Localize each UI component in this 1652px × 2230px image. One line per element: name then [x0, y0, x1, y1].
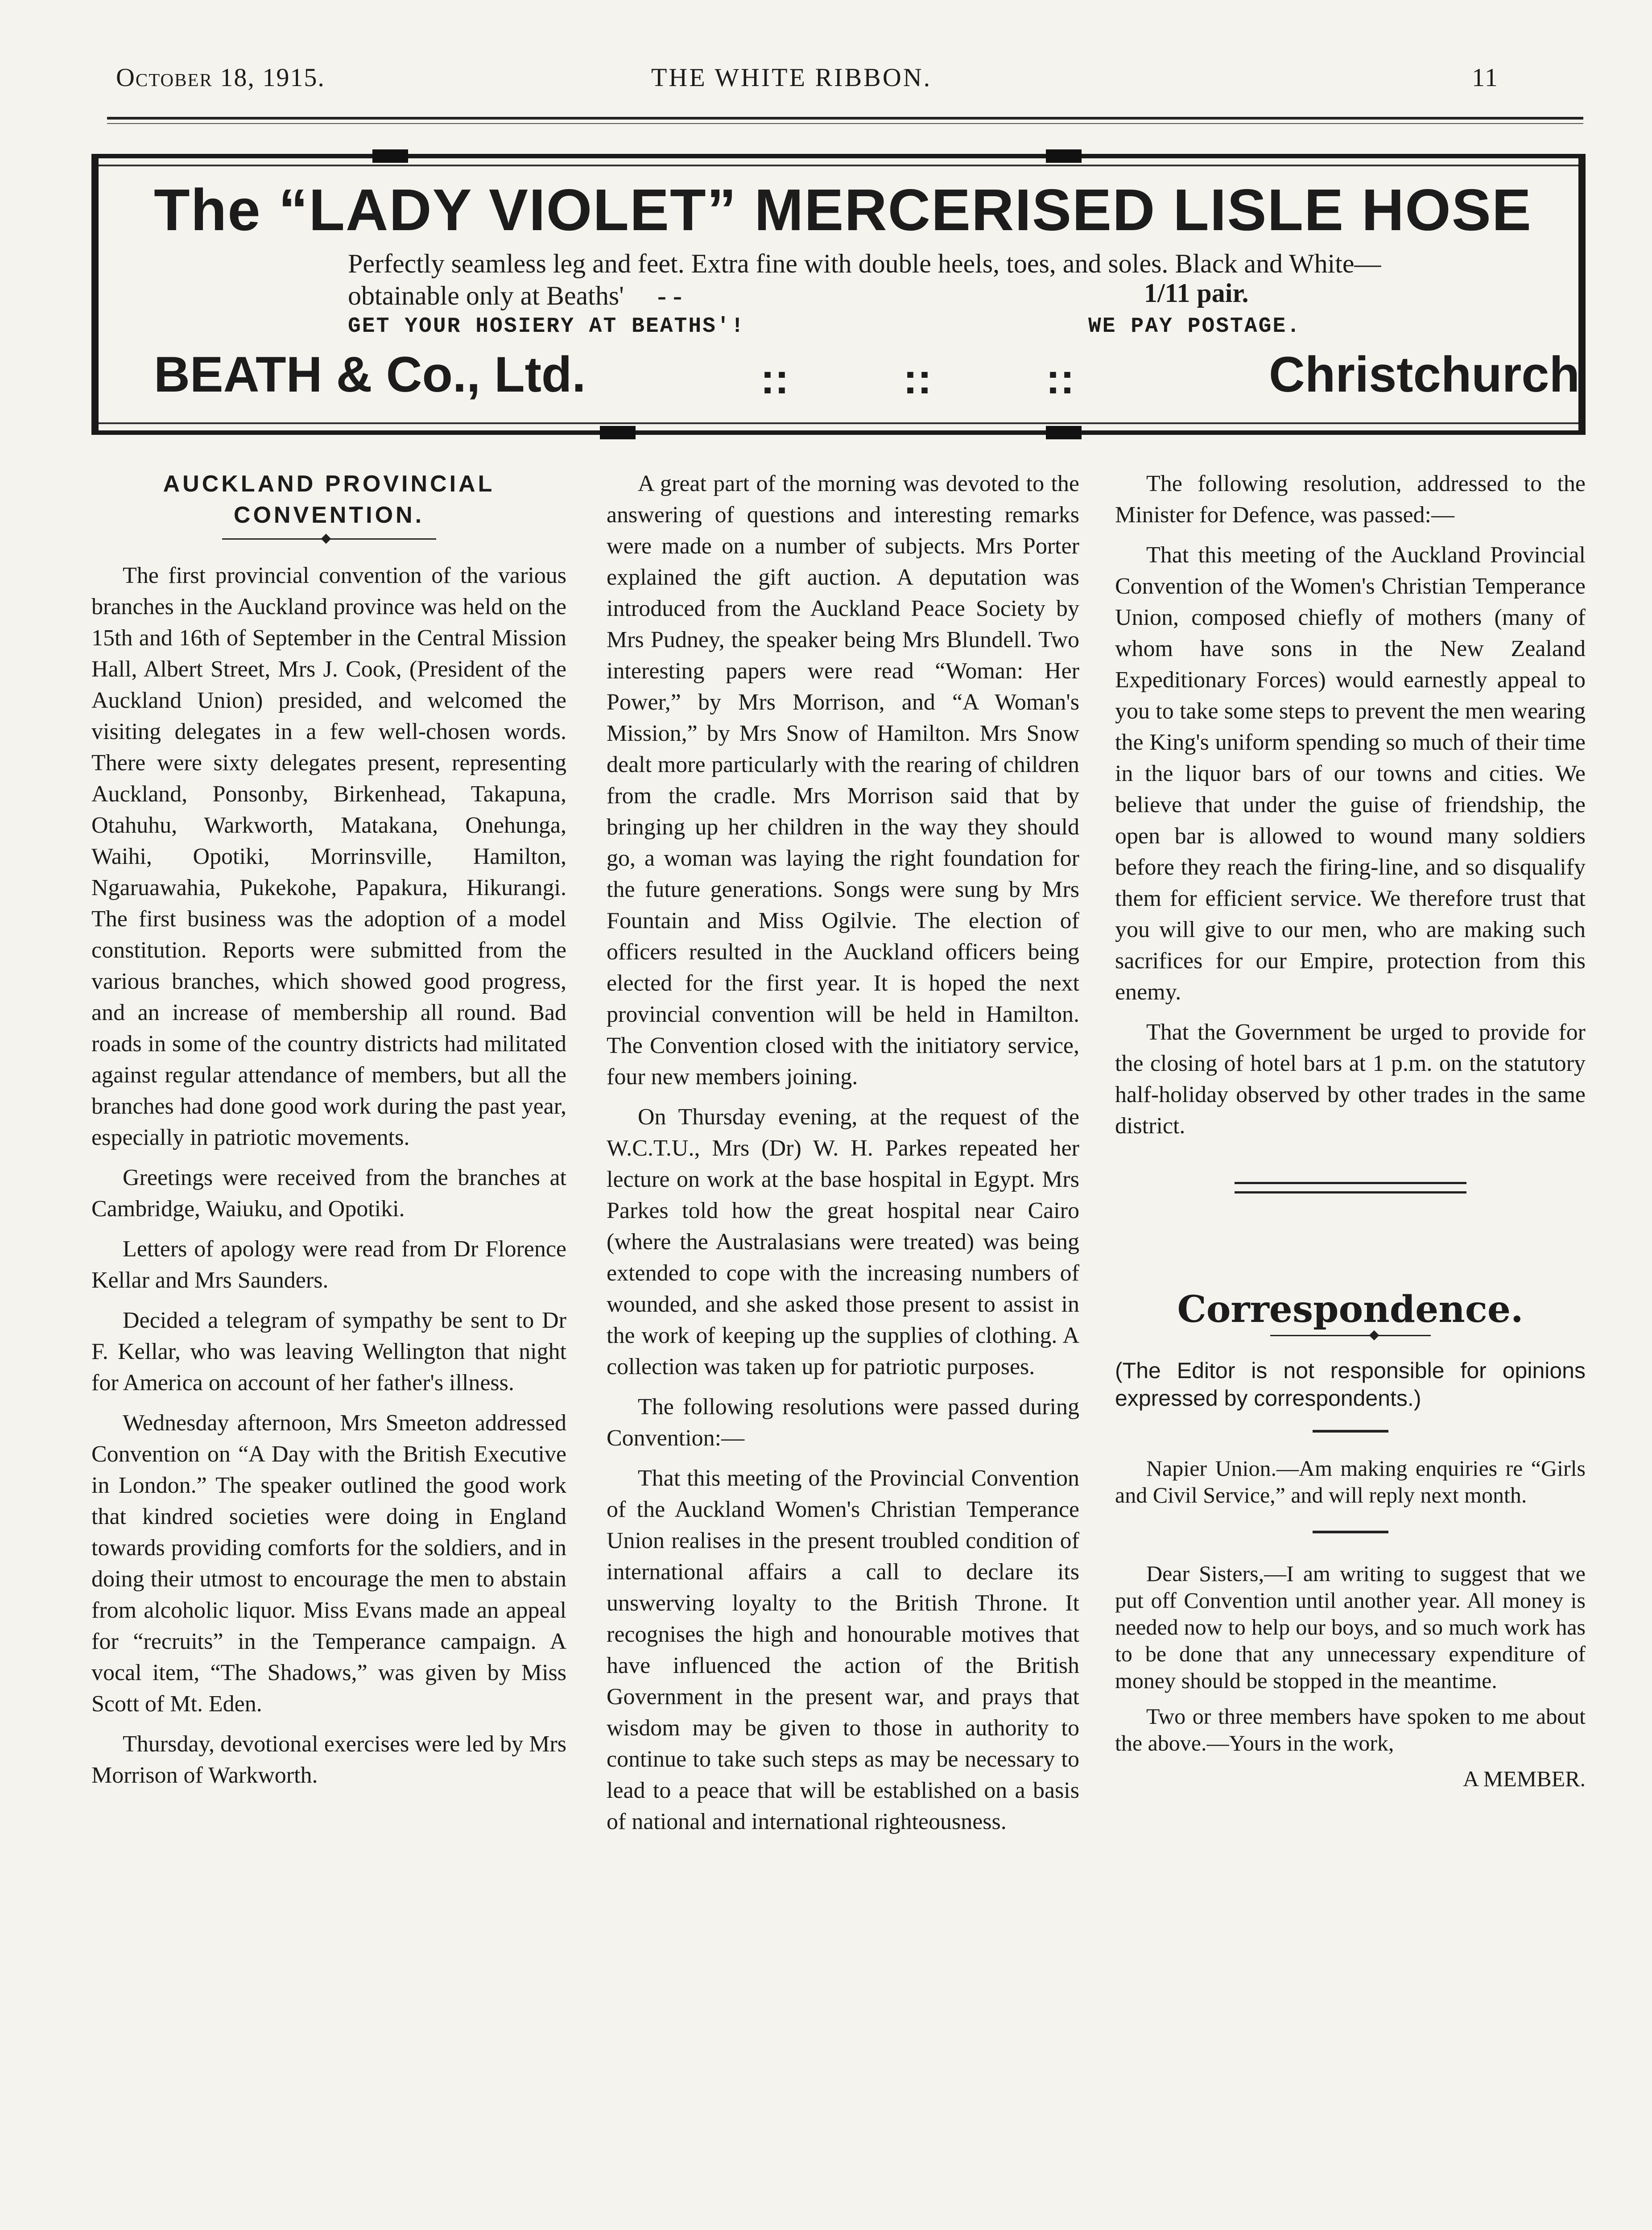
- ad-tagline-left: GET YOUR HOSIERY AT BEATHS'!: [348, 314, 745, 339]
- short-divider: [1313, 1531, 1388, 1533]
- article-title: AUCKLAND PROVINCIAL CONVENTION.: [163, 471, 495, 528]
- article-column-3: [1115, 468, 1586, 1801]
- article-paragraph: On Thursday evening, at the request of the W.C.T.U., Mrs (Dr) W. H. Parkes repeated her lecture on work at the base hospital in Egypt. Mrs Parkes told how the great hospital near Cairo (where the Australasians were treated) was being extended to cope with the increasing numbers of wounded, and she asked those present to assist in the work of keeping up the supplies of clothing. A collection was taken up for patriotic purposes.: [607, 1104, 1079, 1379]
- ad-border-ornament: [372, 149, 408, 163]
- ad-company-name: BEATH & Co., Ltd.: [154, 347, 586, 402]
- article-paragraph: The first provincial convention of the various branches in the Auckland province was held on the 15th and 16th of September in the Central Mission Hall, Albert Street, Mrs J. Cook, (President of the Auckland Union) presided, and welcomed the visiting delegates in a few well-chosen words. There were sixty delegates present, representing Auckland, Ponsonby, Birkenhead, Takapuna, Otahuhu, Warkworth, Matakana, Onehunga, Waihi, Opotiki, Morrinsville, Hamilton, Ngaruawahia, Pukekohe, Papakura, Hikurangi. The first business was the adoption of a model constitution. Reports were submitted from the various branches, which showed good progress, and an increase of membership all round. Bad roads in some of the country districts had militated against regular attendance of members, but all the branches had done good work during the past year, especially in patriotic movements.: [91, 563, 566, 1150]
- article-paragraph: Decided a telegram of sympathy be sent to Dr F. Kellar, who was leaving Wellington that night for America on account of her father's illness.: [91, 1308, 566, 1396]
- article-paragraph: A great part of the morning was devoted to the answering of questions and interesting remarks were made on a number of subjects. Mrs Porter explained the gift auction. A deputation was introduced from the Auckland Peace Society by Mrs Pudney, the speaker being Mrs Blundell. Two interesting papers were read “Woman: Her Power,” by Mrs Morrison, and “A Woman's Mission,” by Mrs Snow of Hamilton. Mrs Snow dealt more particularly with the rearing of children from the cradle. Mrs Morrison said that by bringing up her children in the way they should go, a woman was laying the right foundation for the future generations. Songs were sung by Mrs Fountain and Miss Ogilvie. The election of officers resulted in the Auckland officers being elected for the first year. It is hoped the next provincial convention will be held in Hamilton. The Convention closed with the initiatory service, four new members joining.: [607, 471, 1079, 1090]
- header-rule: [107, 117, 1583, 120]
- ad-city: Christchurch: [1269, 347, 1580, 402]
- ad-headline: The “LADY VIOLET” MERCERISED LISLE HOSE: [154, 177, 1532, 243]
- article-paragraph: That this meeting of the Provincial Convention of the Auckland Women's Christian Temperance Union realises in the present troubled condition of international affairs a call to declare its unswerving loyalty to the British Throne. It recognises the high and honourable motives that have influenced the action of the British Government in the present war, and prays that wisdom may be given to those in authority to continue to take such steps as may be necessary to lead to a peace that will be established on a basis of national and international righteousness.: [607, 1466, 1079, 1834]
- article-paragraph: Thursday, devotional exercises were led by Mrs Morrison of Warkworth.: [91, 1731, 566, 1788]
- ad-price: 1/11 pair.: [1144, 278, 1249, 308]
- correspondence-title: Correspondence.: [1177, 1288, 1524, 1331]
- ad-separator: ::: [903, 355, 932, 403]
- ad-border-left: [91, 154, 99, 435]
- article-paragraph: Wednesday afternoon, Mrs Smeeton addressed Convention on “A Day with the British Executive in London.” The speaker outlined the good work that kindred societies were doing in England towards providing comforts for the soldiers, and in doing their utmost to encourage the men to abstain from alcoholic liquor. Miss Evans made an appeal for “recruits” in the Temperance campaign. A vocal item, “The Shadows,” was given by Miss Scott of Mt. Eden.: [91, 1410, 566, 1717]
- article-column-1: [91, 468, 566, 1800]
- advertisement-box: [91, 154, 1586, 435]
- ad-border-ornament: [1046, 149, 1082, 163]
- ad-separator: ::: [760, 355, 789, 403]
- article-paragraph: That this meeting of the Auckland Provincial Convention of the Women's Christian Temperance Union, composed chiefly of mothers (many of whom have sons in the New Zealand Expeditionary Forces) would earnestly appeal to you to take some steps to prevent the men wearing the King's uniform spending so much of their time in the liquor bars of our towns and cities. We believe that under the guise of friendship, the open bar is allowed to wound many soldiers before they reach the firing-line, and so disqualify them for efficient service. We therefore trust that you will give to our men, who are making such sacrifices for our Empire, protection from this enemy.: [1115, 542, 1586, 1005]
- article-paragraph: That the Government be urged to provide for the closing of hotel bars at 1 p.m. on the statutory half-holiday observed by other trades in the same district.: [1115, 1020, 1586, 1139]
- napier-notice: Napier Union.—Am making enquiries re “Girls and Civil Service,” and will reply next month.: [1115, 1456, 1586, 1507]
- letter-signature: A MEMBER.: [1462, 1766, 1586, 1791]
- article-paragraph: The following resolution, addressed to the Minister for Defence, was passed:—: [1115, 471, 1586, 528]
- title-ornament: [1270, 1332, 1431, 1339]
- ad-description: [348, 248, 1418, 312]
- article-paragraph: Greetings were received from the branches at Cambridge, Waiuku, and Opotiki.: [91, 1165, 566, 1222]
- ad-dashes: - -: [657, 281, 682, 310]
- issue-date: October 18, 1915.: [116, 63, 325, 92]
- publication-title: THE WHITE RIBBON.: [651, 63, 932, 92]
- letter-paragraph: Dear Sisters,—I am writing to suggest that we put off Convention until another year. All money is needed now to help our boys, and so much work has to be done that any unnecessary expenditure of money should be stopped in the meantime.: [1115, 1561, 1586, 1693]
- section-divider: [1235, 1182, 1466, 1193]
- ad-separator: ::: [1046, 355, 1074, 403]
- ad-border-top-inner: [91, 165, 1586, 166]
- ad-body-text: Perfectly seamless leg and feet. Extra fine with double heels, toes, and soles. Black and White—obtainable only at Beaths': [348, 249, 1381, 310]
- page-number: 11: [1472, 63, 1499, 92]
- article-paragraph: Letters of apology were read from Dr Florence Kellar and Mrs Saunders.: [91, 1236, 566, 1293]
- ad-border-ornament: [600, 426, 636, 439]
- ad-border-ornament: [1046, 426, 1082, 439]
- ad-tagline-right: WE PAY POSTAGE.: [1088, 314, 1301, 339]
- editor-note: (The Editor is not responsible for opinions expressed by correspondents.): [1115, 1358, 1586, 1411]
- letter-paragraph: Two or three members have spoken to me about the above.—Yours in the work,: [1115, 1704, 1586, 1755]
- ad-border-top: [91, 154, 1586, 158]
- article-column-2: [607, 468, 1079, 1846]
- article-paragraph: The following resolutions were passed during Convention:—: [607, 1394, 1079, 1451]
- short-divider: [1313, 1430, 1388, 1433]
- header-rule-thin: [107, 123, 1583, 124]
- ad-border-bottom: [91, 430, 1586, 435]
- ad-border-bottom-inner: [91, 422, 1586, 424]
- title-ornament: [222, 535, 436, 542]
